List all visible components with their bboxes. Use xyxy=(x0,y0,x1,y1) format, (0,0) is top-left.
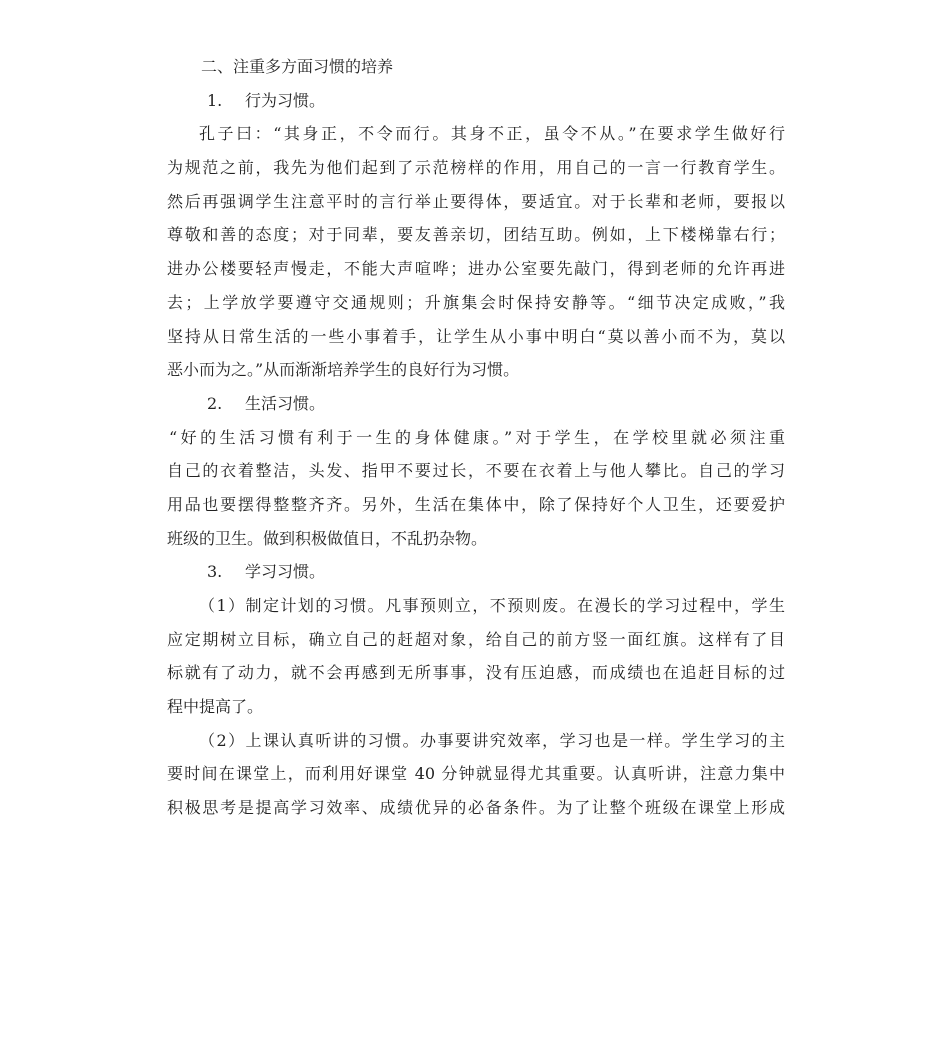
paragraph-line: 积极思考是提高学习效率、成绩优异的必备条件。为了让整个班级在课堂上形成 xyxy=(167,798,785,818)
item-heading-life xyxy=(167,387,785,421)
paragraph-life xyxy=(167,421,785,556)
paragraph-line: 孔子曰：“其身正，不令而行。其身不正，虽令不从。”在要求学生做好行 xyxy=(199,124,785,144)
paragraph-line: 自己的衣着整洁，头发、指甲不要过长，不要在衣着上与他人攀比。自己的学习 xyxy=(167,461,785,481)
paragraph-study-listening xyxy=(167,724,785,825)
item-heading-study xyxy=(167,555,785,589)
paragraph-line: 尊敬和善的态度；对于同辈，要友善亲切，团结互助。例如，上下楼梯靠右行； xyxy=(167,225,785,245)
paragraph-line: 应定期树立目标，确立自己的赶超对象，给自己的前方竖一面红旗。这样有了目 xyxy=(167,629,785,649)
paragraph-line: 恶小而为之。”从而渐渐培养学生的良好行为习惯。 xyxy=(167,360,520,380)
paragraph-behavior xyxy=(167,117,785,387)
paragraph-line: 用品也要摆得整整齐齐。另外，生活在集体中，除了保持好个人卫生，还要爱护 xyxy=(167,494,785,514)
item-number: 2. xyxy=(207,393,223,413)
paragraph-line: （1）制定计划的习惯。凡事预则立，不预则废。在漫长的学习过程中，学生 xyxy=(199,596,785,615)
paragraph-line: 标就有了动力，就不会再感到无所事事，没有压迫感，而成绩也在追赶目标的过 xyxy=(167,663,785,683)
item-number: 3. xyxy=(207,562,223,582)
paragraph-line: （2）上课认真听讲的习惯。办事要讲究效率，学习也是一样。学生学习的主 xyxy=(199,730,785,750)
paragraph-line: 要时间在课堂上，而利用好课堂 40 分钟就显得尤其重要。认真听讲，注意力集中 xyxy=(167,764,785,784)
item-title: 行为习惯。 xyxy=(245,90,326,110)
item-title: 生活习惯。 xyxy=(245,393,326,413)
section-heading: 二、注重多方面习惯的培养 xyxy=(201,57,394,76)
paragraph-line: 进办公楼要轻声慢走，不能大声喧哗；进办公室要先敲门，得到老师的允许再进 xyxy=(167,259,785,279)
item-number: 1. xyxy=(207,90,223,110)
paragraph-line: 程中提高了。 xyxy=(167,697,264,717)
item-heading-behavior xyxy=(167,84,785,118)
document-page xyxy=(167,50,785,825)
paragraph-line: “好的生活习惯有利于一生的身体健康。”对于学生，在学校里就必须注重 xyxy=(169,427,785,447)
paragraph-line: 班级的卫生。做到积极做值日，不乱扔杂物。 xyxy=(167,528,488,548)
paragraph-line: 去；上学放学要遵守交通规则；升旗集会时保持安静等。“细节决定成败，”我 xyxy=(167,292,785,312)
paragraph-line: 坚持从日常生活的一些小事着手，让学生从小事中明白“莫以善小而不为，莫以 xyxy=(167,326,785,346)
paragraph-line: 然后再强调学生注意平时的言行举止要得体，要适宜。对于长辈和老师，要报以 xyxy=(167,191,785,211)
item-title: 学习习惯。 xyxy=(245,562,326,582)
paragraph-study-plan xyxy=(167,589,785,724)
paragraph-line: 为规范之前，我先为他们起到了示范榜样的作用，用自己的一言一行教育学生。 xyxy=(167,158,785,178)
